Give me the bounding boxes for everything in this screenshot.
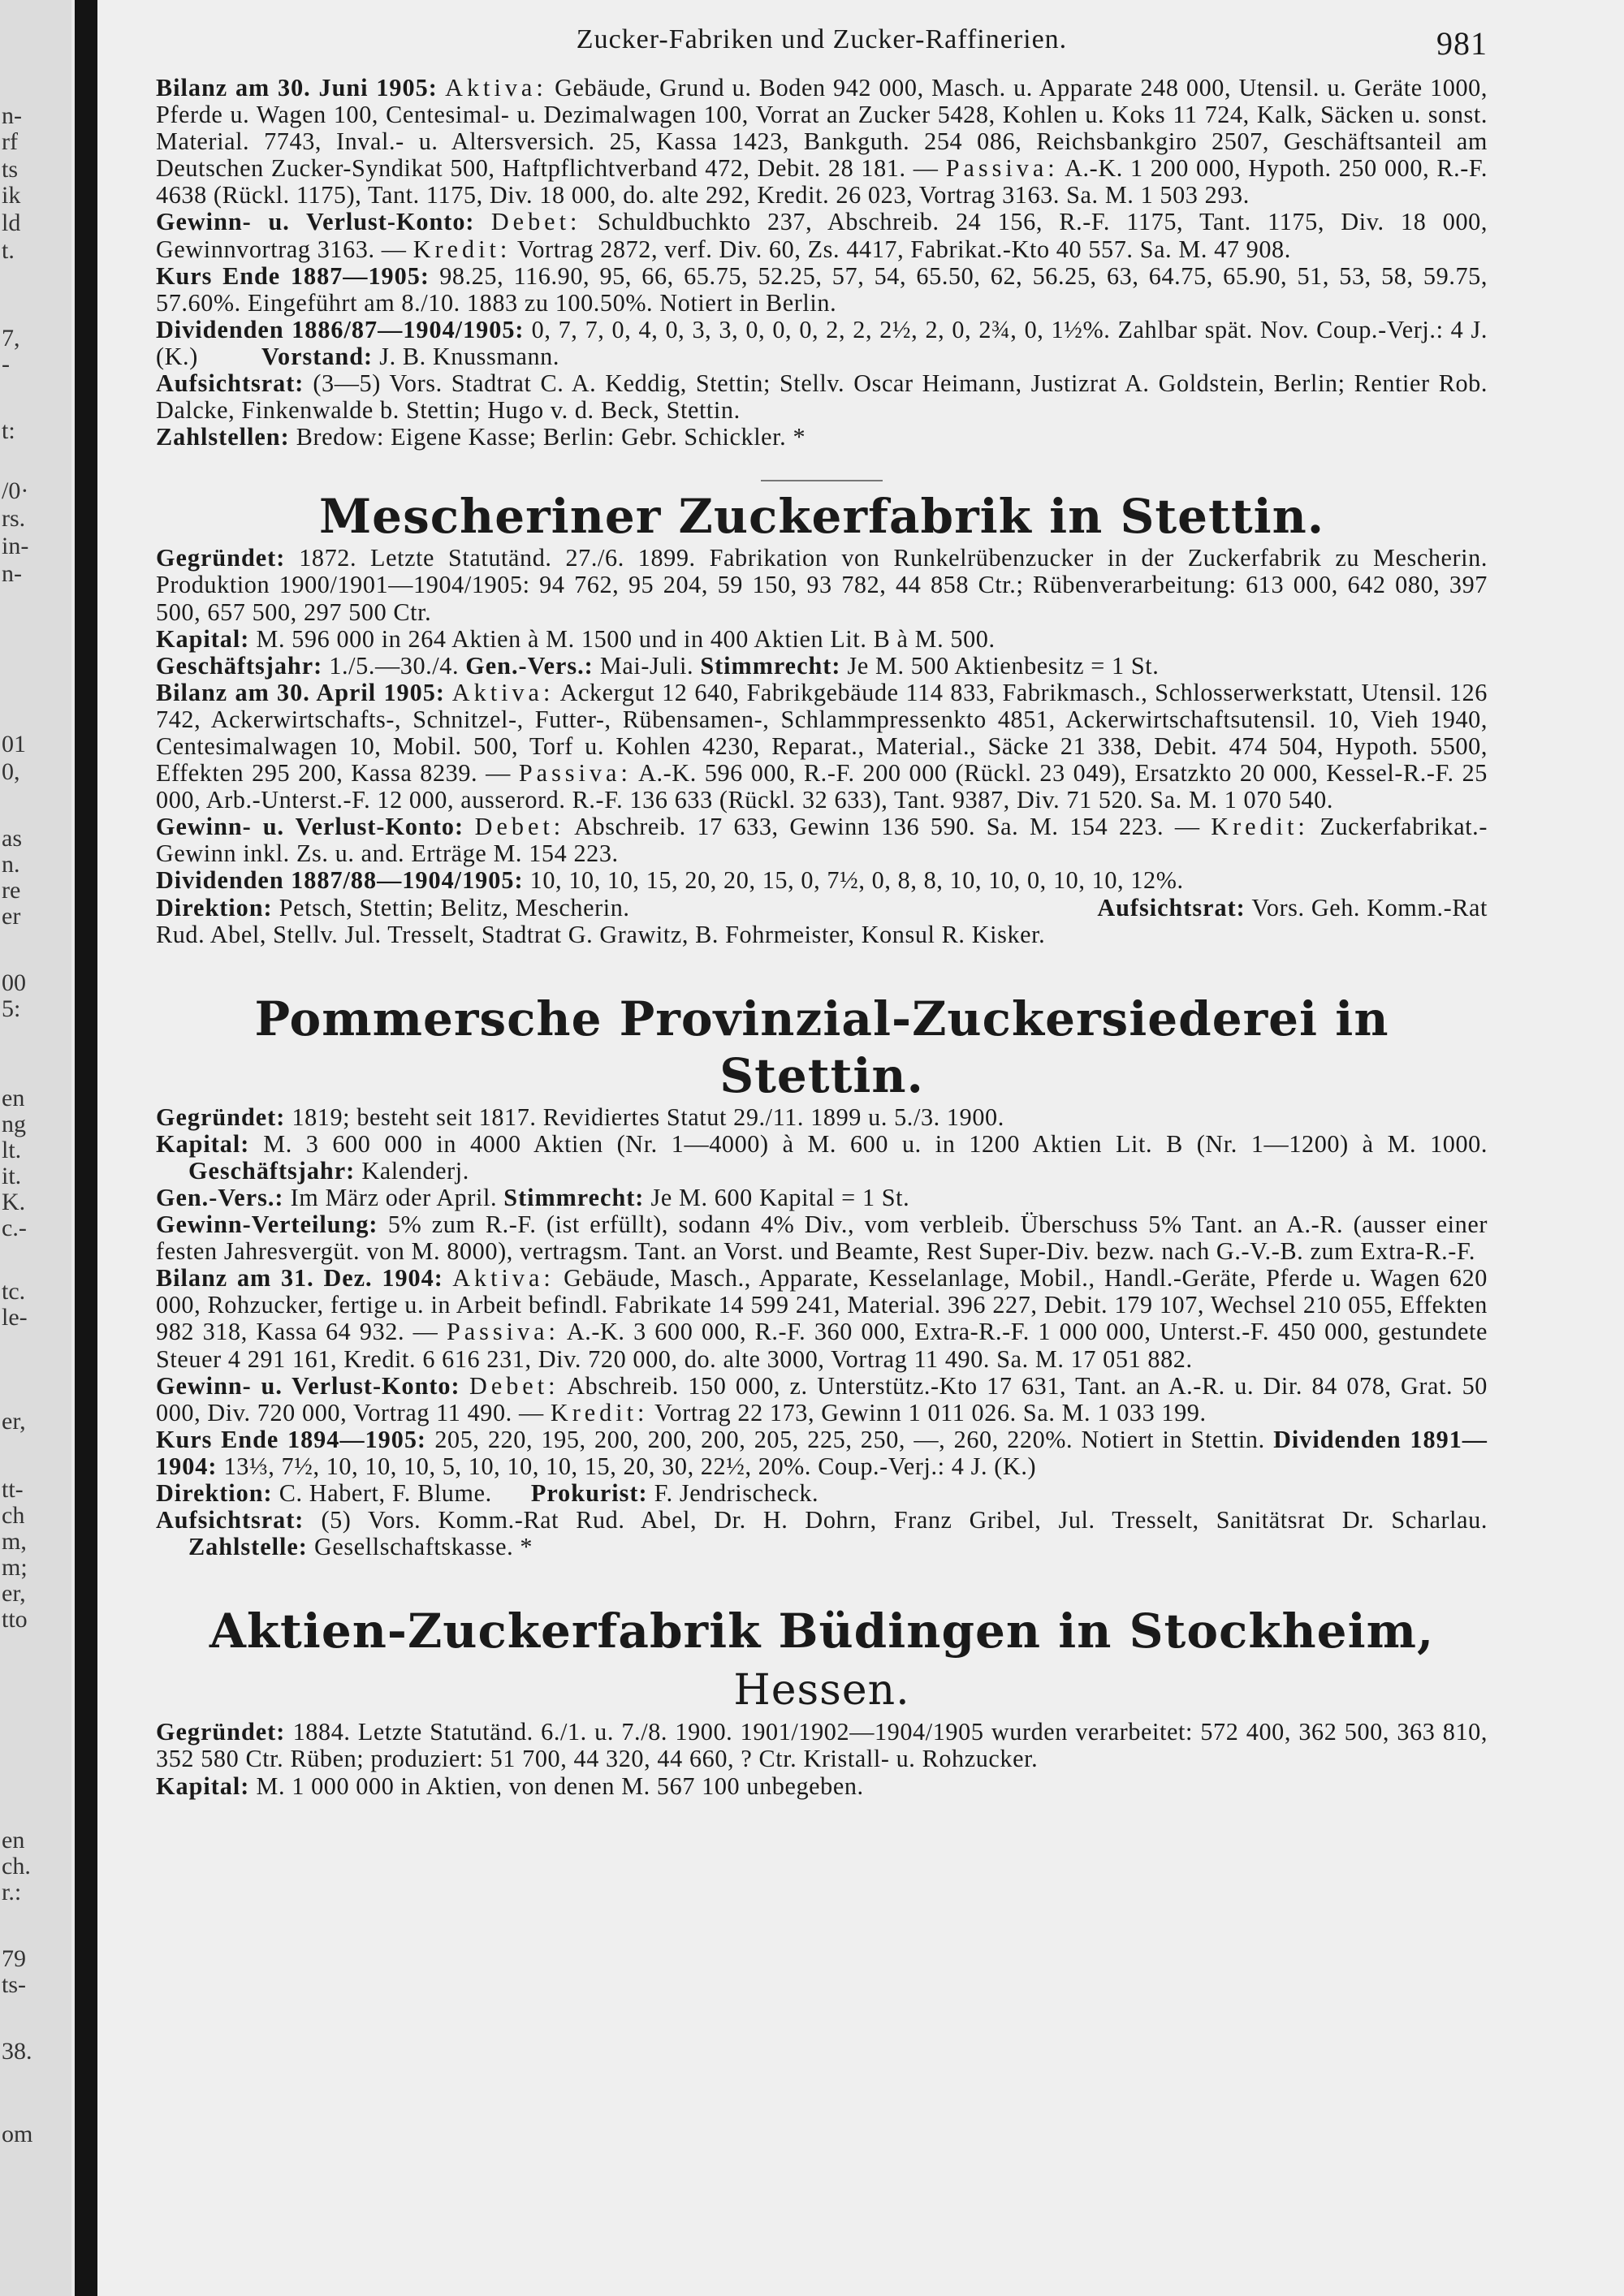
- previous-page-text-fragment: /0·: [2, 477, 29, 504]
- geschaeftsjahr-paragraph: [156, 653, 1488, 680]
- previous-page-text-fragment: m;: [2, 1554, 28, 1581]
- bilanz-paragraph: [156, 1265, 1488, 1372]
- kurs-label: Kurs Ende 1887—1905:: [156, 261, 430, 290]
- geschaeftsjahr-text: Kalenderj.: [361, 1156, 469, 1185]
- previous-page-text-fragment: er: [2, 903, 21, 930]
- previous-page-text-fragment: t:: [2, 417, 15, 444]
- passiva-label: Passiva:: [518, 759, 632, 788]
- zahlstellen-text: Bredow: Eigene Kasse; Berlin: Gebr. Schickler. *: [296, 423, 806, 451]
- debet-label: Debet:: [490, 208, 581, 236]
- previous-page-text-fragment: ik: [2, 182, 21, 209]
- vorstand-text: J. B. Knussmann.: [379, 342, 559, 370]
- previous-page-text-fragment: in-: [2, 533, 29, 559]
- passiva-text: A.-K. 3 600 000, R.-F. 360 000, Extra-R.-F. 1 000 000, Unterst.-F. 450 000, gestundete Steuer 4 291 161, Kredit. 6 616 231, Div. 720 000, do. alte 3000, Vortrag 11 490. Sa. M. 17 051 882.: [156, 1318, 1488, 1373]
- company-title: [156, 1603, 1488, 1719]
- previous-page-text-fragment: tt-: [2, 1476, 24, 1503]
- stimmrecht-label: Stimmrecht:: [503, 1184, 645, 1211]
- dividenden-text: 0, 7, 7, 0, 4, 0, 3, 3, 0, 0, 0, 2, 2, 2½, 2, 0, 2¾, 0, 1½%. Zahlbar spät. Nov. Coup.-Verj.: 4 J. (K.): [156, 315, 1488, 370]
- header-title: Zucker-Fabriken und Zucker-Raffinerien.: [576, 24, 1068, 54]
- genvers-text: Im März oder April.: [290, 1184, 498, 1211]
- aufsichtsrat-text: Vors. Geh. Komm.-Rat: [1251, 893, 1488, 921]
- bilanz-label: Bilanz am 31. Dez. 1904:: [156, 1264, 443, 1293]
- previous-page-text-fragment: ch: [2, 1502, 25, 1529]
- previous-page-text-fragment: r.:: [2, 1879, 22, 1905]
- debet-text: Abschreib. 150 000, z. Unterstütz.-Kto 17 631, Tant. an A.-R. u. Dir. 84 078, Grat. 50 000, Div. 720 000, Vortrag 11 490. —: [156, 1371, 1488, 1426]
- kapital-paragraph: [156, 1131, 1488, 1185]
- bilanz-label: Bilanz am 30. Juni 1905:: [156, 74, 438, 101]
- kapital-text: M. 1 000 000 in Aktien, von denen M. 567 100 unbegeben.: [256, 1772, 864, 1800]
- gewinnverteilung-paragraph: [156, 1211, 1488, 1265]
- kurs-paragraph: [156, 263, 1488, 317]
- previous-page-text-fragment: t.: [2, 237, 15, 264]
- kapital-paragraph: [156, 626, 1488, 653]
- zahlstelle-text: Gesellschaftskasse. *: [314, 1533, 533, 1561]
- previous-page-text-fragment: om: [2, 2121, 33, 2147]
- previous-page-text-fragment: n-: [2, 560, 22, 587]
- previous-page-text-fragment: ng: [2, 1111, 26, 1137]
- previous-page-text-fragment: m,: [2, 1528, 27, 1555]
- previous-page-text-fragment: 79: [2, 1945, 26, 1972]
- previous-page-text-fragment: K.: [2, 1189, 26, 1215]
- previous-page-edge: [0, 0, 71, 2296]
- kapital-label: Kapital:: [156, 624, 250, 653]
- aufsichtsrat-paragraph: [156, 1507, 1488, 1560]
- gewinn-verlust-paragraph: [156, 209, 1488, 262]
- gegruendet-label: Gegründet:: [156, 1718, 286, 1746]
- genvers-text: Mai-Juli.: [599, 651, 694, 680]
- book-page: [97, 0, 1624, 2296]
- gegruendet-paragraph: [156, 1104, 1488, 1131]
- kurs-label: Kurs Ende 1894—1905:: [156, 1425, 426, 1453]
- direktion-label: Direktion:: [156, 893, 273, 921]
- bilanz-paragraph: [156, 75, 1488, 209]
- direktion-text: Petsch, Stettin; Belitz, Mescherin.: [279, 893, 630, 921]
- direktion-label: Direktion:: [156, 1479, 273, 1508]
- company-entry-mescheriner: [156, 488, 1488, 947]
- previous-page-text-fragment: 38.: [2, 2038, 32, 2065]
- kurs-text: 205, 220, 195, 200, 200, 200, 205, 225, 250, —, 260, 220%. Notiert in Stettin.: [434, 1425, 1265, 1453]
- running-header: [156, 24, 1488, 75]
- gewinn-verlust-paragraph: [156, 1373, 1488, 1426]
- prokurist-label: Prokurist:: [530, 1479, 648, 1508]
- previous-page-text-fragment: -: [2, 351, 10, 378]
- gegruendet-label: Gegründet:: [156, 544, 286, 572]
- section-continued-entry: [156, 75, 1488, 451]
- kredit-text: Zuckerfabrikat.-Gewinn inkl. Zs. u. and. Erträge M. 154 223.: [156, 813, 1488, 868]
- kredit-text: Vortrag 22 173, Gewinn 1 011 026. Sa. M. 1 033 199.: [654, 1398, 1207, 1426]
- passiva-text: A.-K. 596 000, R.-F. 200 000 (Rückl. 23 049), Ersatzkto 20 000, Kessel-R.-F. 25 000, Arb.-Unterst.-F. 12 000, ausserord. R.-F. 136 633 (Rückl. 32 633), Tant. 9387, Div. 71 520. Sa. M. 1 070 540.: [156, 759, 1488, 814]
- previous-page-text-fragment: en: [2, 1085, 25, 1111]
- previous-page-text-fragment: en: [2, 1827, 25, 1854]
- aufsichtsrat-text-continued: Rud. Abel, Stellv. Jul. Tresselt, Stadtrat G. Grawitz, B. Fohrmeister, Konsul R. Kisker.: [156, 920, 1046, 948]
- previous-page-text-fragment: ld: [2, 209, 21, 236]
- debet-label: Debet:: [469, 1371, 559, 1400]
- gegruendet-paragraph: [156, 545, 1488, 625]
- debet-label: Debet:: [474, 813, 565, 841]
- passiva-label: Passiva:: [446, 1318, 559, 1346]
- dividenden-paragraph: [156, 317, 1488, 370]
- company-title-main: Aktien-Zuckerfabrik Büdingen in Stockheim,: [209, 1603, 1435, 1659]
- previous-page-text-fragment: ts-: [2, 1971, 26, 1998]
- stimmrecht-text: Je M. 600 Kapital = 1 St.: [650, 1184, 910, 1211]
- kapital-text: M. 596 000 in 264 Aktien à M. 1500 und in 400 Aktien Lit. B à M. 500.: [256, 624, 996, 653]
- debet-text: Abschreib. 17 633, Gewinn 136 590. Sa. M. 154 223. —: [574, 813, 1200, 841]
- company-title: Pommersche Provinzial-Zuckersiederei in Stettin.: [254, 990, 1389, 1103]
- previous-page-text-fragment: 0,: [2, 758, 20, 785]
- aktiva-text: Gebäude, Grund u. Boden 942 000, Masch. u. Apparate 248 000, Utensil. u. Geräte 1000, Pferde u. Wagen 100, Centesimal- u. Dezimalwagen 100, Vorrat an Zucker 5428, Kohlen u. Koks 11 724, Kalk, Säcken u. sonst. Material. 7743, Inval.- u. Altersversich. 25, Kassa 1423, Bankguth. 254 086, Reichsbankgiro 2507, Geschäftsanteil am Deutschen Zucker-Syndikat 500, Haftpflichtverband 472, Debit. 28 181. —: [156, 74, 1488, 183]
- previous-page-text-fragment: er,: [2, 1408, 26, 1435]
- kapital-label: Kapital:: [156, 1772, 250, 1800]
- previous-page-text-fragment: ch.: [2, 1853, 31, 1880]
- company-entry-pommersche: [156, 990, 1488, 1561]
- previous-page-text-fragment: 7,: [2, 325, 20, 352]
- kapital-paragraph: [156, 1773, 1488, 1800]
- stimmrecht-text: Je M. 500 Aktienbesitz = 1 St.: [847, 651, 1160, 680]
- zahlstelle-label: Zahlstelle:: [188, 1533, 308, 1561]
- genvers-paragraph: [156, 1185, 1488, 1211]
- gegruendet-text: 1819; besteht seit 1817. Revidiertes Statut 29./11. 1899 u. 5./3. 1900.: [292, 1103, 1004, 1131]
- gegruendet-text: 1872. Letzte Statutänd. 27./6. 1899. Fabrikation von Runkelrübenzucker in der Zuckerfabrik zu Mescherin. Produktion 1900/1901—1904/1905: 94 762, 95 204, 59 150, 93 782, 44 858 Ctr.; Rübenverarbeitung: 613 000, 642 080, 397 500, 657 500, 297 500 Ctr.: [156, 544, 1488, 626]
- aktiva-label: Aktiva:: [451, 678, 555, 706]
- aktiva-text: Ackergut 12 640, Fabrikgebäude 114 833, Fabrikmasch., Schlosserwerkstatt, Utensil. 126 742, Ackerwirtschafts-, Schnitzel-, Futter-, Rübensamen-, Schlammpressenkto 4851, Ackerwirtschaftsutensil. 10, Vieh 1940, Centesimalwagen 10, Mobil. 500, Torf u. Kohlen 4230, Reparat., Material., Säcke 21 338, Debit. 474 504, Hypoth. 5500, Effekten 295 200, Kassa 8239. —: [156, 678, 1488, 788]
- dividenden-paragraph: [156, 867, 1488, 894]
- previous-page-text-fragment: 5:: [2, 995, 21, 1022]
- gewinn-verlust-paragraph: [156, 814, 1488, 867]
- kredit-label: Kredit:: [412, 235, 512, 263]
- dividenden-label: Dividenden 1891—1904:: [156, 1425, 1488, 1480]
- previous-page-text-fragment: 00: [2, 969, 26, 996]
- kurs-paragraph: [156, 1426, 1488, 1480]
- dividenden-label: Dividenden 1887/88—1904/1905:: [156, 866, 524, 895]
- stimmrecht-label: Stimmrecht:: [700, 651, 841, 680]
- aufsichtsrat-label: Aufsichtsrat:: [156, 1506, 304, 1534]
- dividenden-text: 10, 10, 10, 15, 20, 20, 15, 0, 7½, 0, 8, 8, 10, 10, 0, 10, 10, 12%.: [529, 866, 1184, 895]
- kapital-label: Kapital:: [156, 1129, 250, 1158]
- gewinnverteilung-label: Gewinn-Verteilung:: [156, 1211, 378, 1239]
- zahlstellen-label: Zahlstellen:: [156, 423, 290, 451]
- previous-page-text-fragment: n-: [2, 102, 22, 129]
- gegruendet-text: 1884. Letzte Statutänd. 6./1. u. 7./8. 1900. 1901/1902—1904/1905 wurden verarbeitet: 572 400, 362 500, 363 810, 352 580 Ctr. Rüben; produziert: 51 700, 44 320, 44 660, ? Ctr. Kristall- u. Rohzucker.: [156, 1718, 1488, 1773]
- gewinnverteilung-text: 5% zum R.-F. (ist erfüllt), sodann 4% Div., vom verbleib. Überschuss 5% Tant. an A.-R. (ausser einer festen Jahresvergüt. von M. 8000), vertragsm. Tant. an Vorst. und Beamte, Rest Super-Div. bezw. nach G.-V.-B. zum Extra-R.-F.: [156, 1211, 1488, 1266]
- kredit-label: Kredit:: [550, 1398, 649, 1426]
- aufsichtsrat-paragraph: [156, 370, 1488, 424]
- direktion-text: C. Habert, F. Blume.: [279, 1479, 492, 1508]
- dividenden-label: Dividenden 1886/87—1904/1905:: [156, 315, 525, 343]
- company-title: Mescheriner Zuckerfabrik in Stettin.: [318, 489, 1325, 545]
- gv-label: Gewinn- u. Verlust-Konto:: [156, 1371, 460, 1400]
- previous-page-text-fragment: n.: [2, 851, 20, 878]
- previous-page-text-fragment: re: [2, 877, 21, 904]
- kapital-text: M. 3 600 000 in 4000 Aktien (Nr. 1—4000) à M. 600 u. in 1200 Aktien Lit. B (Nr. 1—1200) à M. 1000.: [263, 1129, 1488, 1158]
- genvers-label: Gen.-Vers.:: [465, 651, 594, 680]
- previous-page-text-fragment: er,: [2, 1580, 26, 1607]
- aktiva-label: Aktiva:: [445, 74, 547, 101]
- company-title-suffix: Hessen.: [733, 1666, 910, 1716]
- page-content: [156, 24, 1488, 1800]
- previous-page-text-fragment: rf: [2, 128, 18, 155]
- previous-page-text-fragment: ts: [2, 156, 19, 183]
- vorstand-label: Vorstand:: [261, 342, 374, 370]
- zahlstellen-paragraph: [156, 424, 1488, 451]
- company-entry-buedingen: [156, 1603, 1488, 1799]
- kurs-text: 98.25, 116.90, 95, 66, 65.75, 52.25, 57, 54, 65.50, 62, 56.25, 63, 64.75, 65.90, 51, 53, 58, 59.75, 57.60%. Eingeführt am 8./10. 1883 zu 100.50%. Notiert in Berlin.: [156, 261, 1488, 317]
- aufsichtsrat-label: Aufsichtsrat:: [156, 369, 304, 398]
- previous-page-text-fragment: tto: [2, 1606, 28, 1633]
- kredit-text: Vortrag 2872, verf. Div. 60, Zs. 4417, Fabrikat.-Kto 40 557. Sa. M. 47 908.: [516, 235, 1291, 263]
- dividenden-text: 13⅓, 7½, 10, 10, 10, 5, 10, 10, 10, 15, 20, 30, 22½, 20%. Coup.-Verj.: 4 J. (K.): [223, 1452, 1037, 1480]
- aktiva-text: Gebäude, Masch., Apparate, Kesselanlage, Mobil., Handl.-Geräte, Pferde u. Wagen 620 000, Rohzucker, fertige u. in Arbeit befindl. Fabrikate 14 599 241, Material. 396 227, Debit. 179 107, Wechsel 210 055, Effekten 982 318, Kassa 64 932. —: [156, 1264, 1488, 1346]
- book-binding-shadow: [75, 0, 97, 2296]
- passiva-text: A.-K. 1 200 000, Hypoth. 250 000, R.-F. 4638 (Rückl. 1175), Tant. 1175, Div. 18 000, do. alte 292, Kredit. 26 023, Vortrag 3163. Sa. M. 1 503 293.: [156, 154, 1488, 209]
- previous-page-text-fragment: it.: [2, 1163, 22, 1189]
- previous-page-text-fragment: 01: [2, 731, 26, 757]
- aufsichtsrat-text: (5) Vors. Komm.-Rat Rud. Abel, Dr. H. Dohrn, Franz Gribel, Jul. Tresselt, Sanitätsrat Dr. Scharlau.: [321, 1506, 1488, 1534]
- geschaeftsjahr-text: 1./5.—30./4.: [329, 651, 460, 680]
- aktiva-label: Aktiva:: [452, 1264, 555, 1293]
- gegruendet-label: Gegründet:: [156, 1103, 286, 1131]
- bilanz-paragraph: [156, 680, 1488, 814]
- geschaeftsjahr-label: Geschäftsjahr:: [156, 651, 323, 680]
- gv-label: Gewinn- u. Verlust-Konto:: [156, 208, 475, 236]
- previous-page-text-fragment: le-: [2, 1304, 28, 1331]
- previous-page-text-fragment: c.-: [2, 1215, 27, 1241]
- geschaeftsjahr-label: Geschäftsjahr:: [188, 1156, 356, 1185]
- previous-page-text-fragment: as: [2, 825, 22, 852]
- aufsichtsrat-label: Aufsichtsrat:: [1097, 893, 1246, 921]
- direktion-paragraph: [156, 1480, 1488, 1507]
- aufsichtsrat-text: (3—5) Vors. Stadtrat C. A. Keddig, Stettin; Stellv. Oscar Heimann, Justizrat A. Goldstein, Berlin; Rentier Rob. Dalcke, Finkenwalde b. Stettin; Hugo v. d. Beck, Stettin.: [156, 369, 1488, 425]
- page-number: 981: [1436, 25, 1488, 62]
- direktion-paragraph: [156, 895, 1488, 921]
- previous-page-text-fragment: lt.: [2, 1137, 22, 1163]
- aufsichtsrat-continued: [156, 921, 1488, 948]
- prokurist-text: F. Jendrischeck.: [654, 1479, 819, 1508]
- previous-page-text-fragment: rs.: [2, 505, 26, 532]
- previous-page-text-fragment: tc.: [2, 1278, 26, 1305]
- gegruendet-paragraph: [156, 1719, 1488, 1772]
- genvers-label: Gen.-Vers.:: [156, 1184, 284, 1211]
- gv-label: Gewinn- u. Verlust-Konto:: [156, 813, 464, 841]
- debet-text: Schuldbuchkto 237, Abschreib. 24 156, R.-F. 1175, Tant. 1175, Div. 18 000, Gewinnvortrag 3163. —: [156, 208, 1488, 263]
- passiva-label: Passiva:: [945, 154, 1059, 183]
- bilanz-label: Bilanz am 30. April 1905:: [156, 678, 445, 706]
- kredit-label: Kredit:: [1211, 813, 1309, 841]
